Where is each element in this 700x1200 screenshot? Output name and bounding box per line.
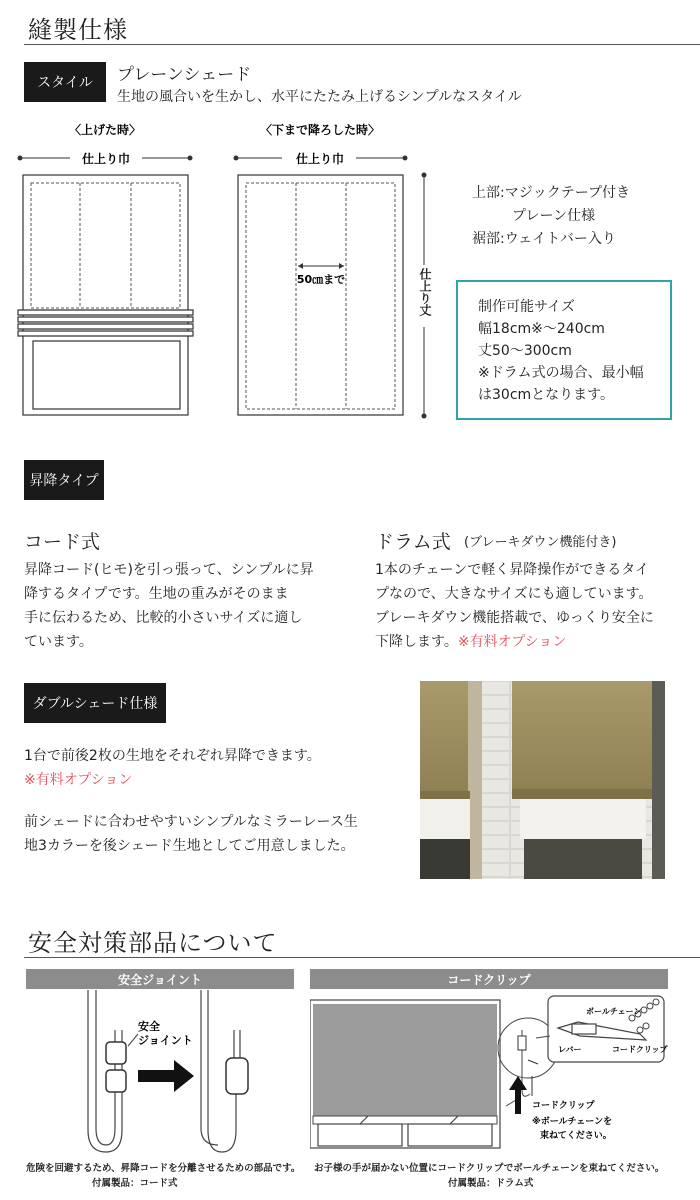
section-rule [24,44,700,45]
drum-type-description [375,558,685,654]
lever-label: レバー [558,1045,582,1054]
double-shade-tag: ダブルシェード仕様 [24,683,166,723]
double-desc-line: 地3カラーを後シェード生地としてご用意しました。 [24,838,355,854]
paid-option-note: ※有料オプション [24,772,133,788]
bind-chain-note-2: 束ねてください。 [540,1131,612,1141]
cord-clip-note: お子様の手が届かない位置にコードクリップでボールチェーンを束ねてください。 [314,1163,665,1174]
double-shade-photo [420,681,665,879]
arrow-right-icon [138,1060,194,1092]
cord-clip-small-label: コードクリップ [612,1045,668,1054]
size-box-line2: 幅18cm※～240cm [478,321,605,337]
section-rule [24,957,700,958]
spec-bottom: 裾部:ウェイトバー入り [472,231,616,247]
raised-shade [18,175,193,415]
size-box-line4: ※ドラム式の場合、最小幅 [478,365,644,381]
size-box-line3: 丈50～300cm [478,343,572,359]
joint-connected [226,1058,248,1094]
cord-desc-line: 手に伝わるため、比較的小さいサイズに適し [24,610,303,626]
safety-joint-included: 付属製品：コード式 [92,1178,178,1189]
finish-width-label-2: 仕上り巾 [295,152,345,166]
safety-joint-label-1: 安全 [138,1020,160,1033]
cord-clip-label: コードクリップ [532,1101,595,1111]
spec-top-2: プレーン仕様 [512,208,596,224]
joint-top-piece [106,1042,126,1064]
finish-length-label: 仕上り丈 [418,268,432,316]
paid-option-note: ※有料オプション [457,634,567,650]
joint-bottom-piece [106,1070,126,1092]
section-title-safety: 安全対策部品について [28,929,278,957]
cord-clip-diagram [310,990,668,1158]
style-name: プレーンシェード [117,65,252,85]
arrow-up-icon [509,1076,527,1114]
drum-desc-line: 下降します。 [375,634,458,650]
safety-joint-note: 危険を回避するため、昇降コードを分離させるための部品です。 [26,1163,301,1174]
lowered-caption: 〈下まで降ろした時〉 [259,123,381,137]
bind-chain-note-1: ※ボールチェーンを [532,1117,613,1127]
drum-desc-line: ブレーキダウン機能搭載で、ゆっくり安全に [375,610,654,626]
cord-desc-line: ています。 [24,634,93,650]
lift-type-tag: 昇降タイプ [24,460,104,500]
cord-desc-line: 降するタイプです。生地の重みがそのまま [24,586,289,602]
drum-desc-line: 1本のチェーンで軽く昇降操作ができるタイ [375,562,649,578]
cord-type-description [24,558,344,654]
cord-type-title: コード式 [24,531,101,553]
plain-shade-diagram [0,115,450,430]
ball-chain-label: ボールチェーン [586,1007,642,1016]
style-description: 生地の風合いを生かし、水平にたたみ上げるシンプルなスタイル [117,89,522,105]
size-box-line1: 制作可能サイズ [478,299,575,315]
cord-desc-line: 昇降コード(ヒモ)を引っ張って、シンプルに昇 [24,562,314,578]
pitch-label: 50㎝まで [296,273,346,286]
drum-desc-line: プなので、大きなサイズにも適しています。 [375,586,653,602]
safety-joint-label-2: ジョイント [138,1034,193,1047]
safety-joint-diagram [26,990,294,1158]
cord-clip-header: コードクリップ [310,969,668,989]
double-desc-line: 前シェードに合わせやすいシンプルなミラーレース生 [24,814,358,830]
size-box-line5: は30cmとなります。 [478,387,615,403]
style-tag: スタイル [24,62,106,102]
raised-caption: 〈上げた時〉 [68,123,142,137]
double-shade-description-2 [24,810,404,858]
double-desc-line: 1台で前後2枚の生地をそれぞれ昇降できます。 [24,748,321,764]
spec-top: 上部:マジックテープ付き [472,185,631,201]
drum-type-subtitle: (ブレーキダウン機能付き) [464,535,617,550]
size-box [456,280,672,420]
cord-clip-included: 付属製品：ドラム式 [448,1178,534,1189]
double-shade-description [24,744,404,792]
finish-width-label: 仕上り巾 [81,152,131,166]
lowered-shade [238,175,403,415]
drum-type-title: ドラム式 [375,531,451,553]
safety-joint-header: 安全ジョイント [26,969,294,989]
section-title-sewing: 縫製仕様 [28,16,128,44]
